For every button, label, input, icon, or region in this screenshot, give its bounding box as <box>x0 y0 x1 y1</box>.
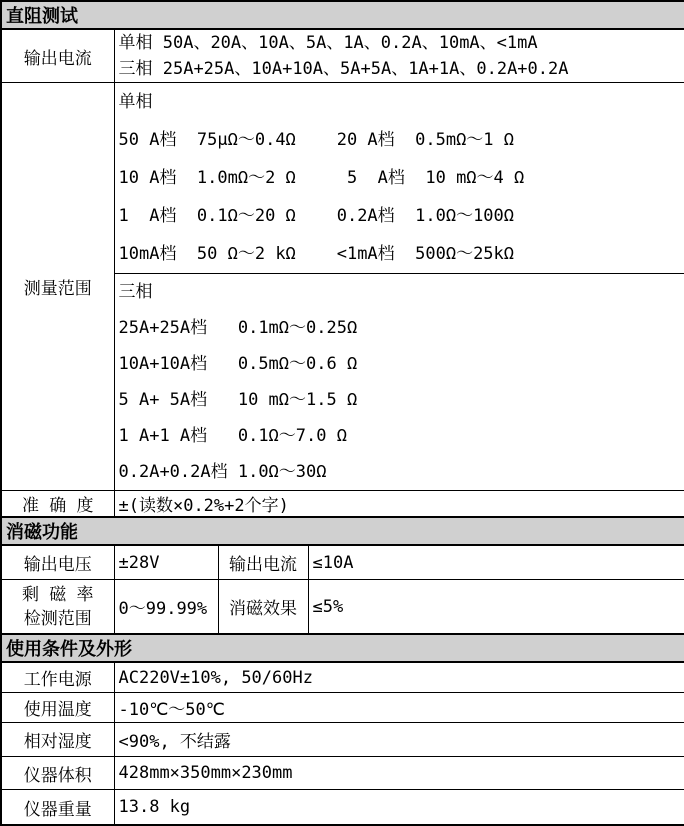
measurement-range-label: 测量范围 <box>1 83 114 491</box>
single-phase-range-line: 50 A档 75μΩ～0.4Ω 20 A档 0.5mΩ～1 Ω <box>118 130 515 150</box>
remanence-rate-label-line1: 剩 磁 率 <box>22 584 94 605</box>
output-current-value <box>114 29 684 83</box>
three-phase-range-line: 25A+25A档 0.1mΩ～0.25Ω <box>118 318 358 338</box>
section-title-resistance-test: 直阻测试 <box>1 1 684 29</box>
section-header-conditions <box>1 634 684 662</box>
output-current-label: 输出电流 <box>1 29 114 83</box>
section-header-resistance-test <box>1 1 684 29</box>
demag-output-current-label: 输出电流 <box>218 545 308 580</box>
remanence-rate-label <box>1 580 114 635</box>
demag-output-current-value: ≤10A <box>308 545 684 580</box>
output-current-single-phase-line: 单相 50A、20A、10A、5A、1A、0.2A、10mA、<1mA <box>118 33 538 53</box>
power-supply-value: AC220V±10%, 50/60Hz <box>114 662 684 693</box>
instrument-volume-row <box>1 757 684 790</box>
demag-voltage-current-row <box>1 545 684 580</box>
accuracy-label: 准 确 度 <box>1 491 114 518</box>
instrument-volume-label: 仪器体积 <box>1 757 114 790</box>
output-current-row <box>1 29 684 83</box>
relative-humidity-label: 相对湿度 <box>1 723 114 757</box>
remanence-rate-value: 0～99.99% <box>114 580 218 635</box>
three-phase-heading: 三相 <box>118 282 153 302</box>
three-phase-range-cell <box>114 274 684 491</box>
three-phase-range-line: 5 A+ 5A档 10 mΩ～1.5 Ω <box>118 390 358 410</box>
demag-effect-label: 消磁效果 <box>218 580 308 635</box>
output-voltage-value: ±28V <box>114 545 218 580</box>
three-phase-range-line: 1 A+1 A档 0.1Ω～7.0 Ω <box>118 426 347 446</box>
demag-effect-value: ≤5% <box>308 580 684 635</box>
operating-temperature-row <box>1 693 684 723</box>
output-current-three-phase-line: 三相 25A+25A、10A+10A、5A+5A、1A+1A、0.2A+0.2A <box>118 59 569 79</box>
relative-humidity-row <box>1 723 684 757</box>
instrument-weight-value: 13.8 kg <box>114 790 684 826</box>
remanence-rate-label-line2: 检测范围 <box>23 608 92 629</box>
section-header-demagnetization <box>1 517 684 545</box>
single-phase-range-cell <box>114 83 684 274</box>
accuracy-value: ±(读数×0.2%+2个字) <box>114 491 684 518</box>
operating-temperature-value: -10℃～50℃ <box>114 693 684 723</box>
operating-temperature-label: 使用温度 <box>1 693 114 723</box>
section-title-demagnetization: 消磁功能 <box>1 517 684 545</box>
power-supply-row <box>1 662 684 693</box>
instrument-volume-value: 428mm×350mm×230mm <box>114 757 684 790</box>
instrument-weight-row <box>1 790 684 826</box>
instrument-weight-label: 仪器重量 <box>1 790 114 826</box>
three-phase-range-line: 10A+10A档 0.5mΩ～0.6 Ω <box>118 354 358 374</box>
measurement-range-single-phase-row <box>1 83 684 274</box>
power-supply-label: 工作电源 <box>1 662 114 693</box>
relative-humidity-value: <90%, 不结露 <box>114 723 684 757</box>
three-phase-range-line: 0.2A+0.2A档 1.0Ω～30Ω <box>118 462 327 482</box>
single-phase-range-line: 10mA档 50 Ω～2 kΩ <1mA档 500Ω～25kΩ <box>118 244 515 264</box>
section-title-conditions: 使用条件及外形 <box>1 634 684 662</box>
single-phase-range-line: 1 A档 0.1Ω～20 Ω 0.2A档 1.0Ω～100Ω <box>118 206 515 226</box>
single-phase-heading: 单相 <box>118 92 153 112</box>
remanence-effect-row <box>1 580 684 635</box>
accuracy-row <box>1 491 684 518</box>
single-phase-range-line: 10 A档 1.0mΩ～2 Ω 5 A档 10 mΩ～4 Ω <box>118 168 525 188</box>
output-voltage-label: 输出电压 <box>1 545 114 580</box>
